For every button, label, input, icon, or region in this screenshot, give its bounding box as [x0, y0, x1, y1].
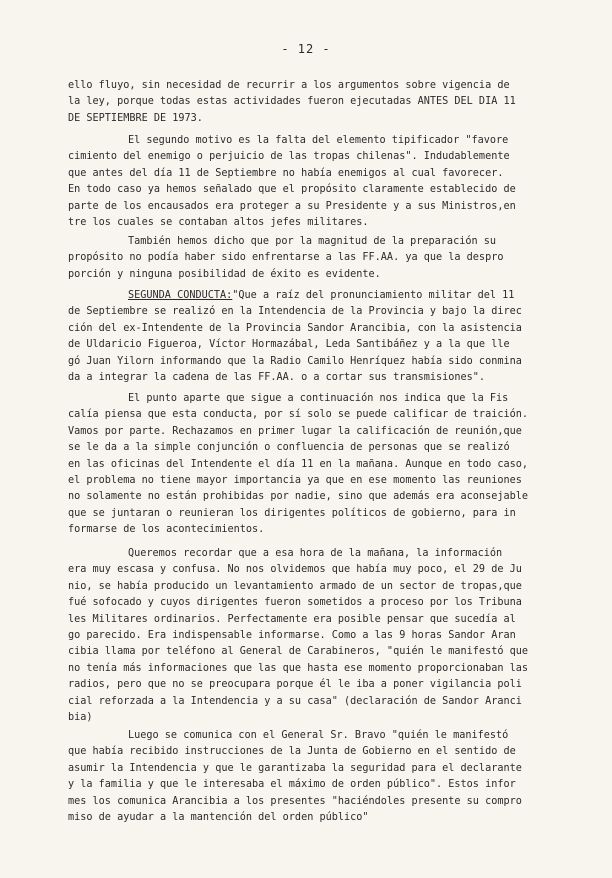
paragraph-4	[68, 288, 550, 386]
paragraph-line: radios, pero que no se preocupara porque él le iba a poner vigilancia poli	[68, 679, 522, 691]
paragraph-line: cimiento del enemigo o perjuicio de las tropas chilenas". Indudablemente	[68, 151, 510, 163]
paragraph-line: y la familia y que le interesaba el máximo de orden público". Estos infor	[68, 779, 516, 791]
paragraph-line: era muy escasa y confusa. No nos olvidemos que había muy poco, el 29 de Ju	[68, 564, 522, 576]
paragraph-line: nio, se había producido un levantamiento armado de un sector de tropas,que	[68, 580, 522, 592]
paragraph-line: También hemos dicho que por la magnitud de la preparación su	[128, 236, 497, 247]
paragraph-line: que se juntaran o reunieran los dirigentes políticos de gobierno, para in	[68, 507, 516, 519]
paragraph-line: ción del ex-Intendente de la Provincia Sandor Arancibia, con la asistencia	[68, 322, 522, 334]
paragraph-line: fué sofocado y cuyos dirigentes fueron sometidos a proceso por los Tribuna	[68, 597, 522, 609]
paragraph-line: gó Juan Yilorn informando que la Radio Camilo Henríquez había sido conmina	[68, 355, 522, 367]
paragraph-line: da a integrar la cadena de las FF.AA. o a cortar sus transmisiones".	[68, 371, 486, 383]
paragraph-line: tre los cuales se contaban altos jefes militares.	[68, 216, 369, 228]
paragraph-1	[68, 78, 550, 127]
paragraph-line: miso de ayudar a la mantención del orden público"	[68, 811, 369, 823]
paragraph-line: Vamos por parte. Rechazamos en primer lugar la calificación de reunión,que	[68, 425, 522, 437]
page-number: - 12 -	[281, 42, 331, 56]
paragraph-line: Luego se comunica con el General Sr. Bravo "quién le manifestó	[128, 730, 509, 741]
paragraph-line: asumir la Intendencia y que le garantizaba la seguridad para el declarante	[68, 762, 522, 774]
paragraph-line: no solamente no están prohibidas por nadie, sino que además era aconsejable	[68, 491, 529, 503]
paragraph-line: mes los comunica Arancibia a los presentes "haciéndoles presente su compro	[68, 795, 522, 807]
section-heading: SEGUNDA CONDUCTA:	[128, 290, 233, 301]
paragraph-line: les Militares ordinarios. Perfectamente era posible pensar que sucedía al	[68, 613, 516, 625]
paragraph-6	[68, 546, 550, 726]
paragraph-line: que antes del día 11 de Septiembre no había enemigos al cual favorecer.	[68, 167, 504, 179]
paragraph-line: bia)	[68, 711, 93, 723]
paragraph-line: que había recibido instrucciones de la Junta de Gobierno en el sentido de	[68, 746, 516, 758]
paragraph-line: no tenía más informaciones que las que hasta ese momento proporcionaban las	[68, 662, 529, 674]
paragraph-7	[68, 728, 550, 826]
paragraph-line: el problema no tiene mayor importancia ya que en ese momento las reuniones	[68, 474, 522, 486]
paragraph-line: El segundo motivo es la falta del elemento tipificador "favore	[128, 135, 509, 146]
paragraph-line-first	[68, 288, 550, 304]
paragraph-3	[68, 234, 550, 283]
paragraph-5	[68, 391, 550, 539]
paragraph-line: de Uldaricio Figueroa, Víctor Hormazábal, Leda Santibáñez y a la que lle	[68, 339, 510, 351]
paragraph-2	[68, 133, 550, 231]
paragraph-line: ello fluyo, sin necesidad de recurrir a los argumentos sobre vigencia de	[68, 80, 510, 91]
paragraph-line: porción y ninguna posibilidad de éxito es evidente.	[68, 268, 381, 280]
paragraph-line: en las oficinas del Intendente el día 11 en la mañana. Aunque en todo caso,	[68, 458, 529, 470]
paragraph-line: la ley, porque todas estas actividades fueron ejecutadas ANTES DEL DIA 11	[68, 96, 516, 108]
paragraph-line: formarse de los acontecimientos.	[68, 524, 265, 536]
paragraph-line-text: "Que a raíz del pronunciamiento militar del 11	[232, 290, 515, 301]
paragraph-line: cial reforzada a la Intendencia y a su casa" (declaración de Sandor Aranci	[68, 695, 522, 707]
paragraph-line: se le da a la simple conjunción o confluencia de personas que se realizó	[68, 442, 510, 454]
paragraph-line: parte de los encausados era proteger a su Presidente y a sus Ministros,en	[68, 200, 516, 212]
paragraph-line: propósito no podía haber sido enfrentarse a las FF.AA. ya que la despro	[68, 252, 504, 264]
paragraph-line: El punto aparte que sigue a continuación nos indica que la Fis	[128, 393, 509, 404]
paragraph-line: En todo caso ya hemos señalado que el propósito claramente establecido de	[68, 184, 516, 196]
paragraph-line: Queremos recordar que a esa hora de la mañana, la información	[128, 548, 503, 559]
paragraph-line: calía piensa que esta conducta, por sí solo se puede calificar de traición.	[68, 409, 529, 421]
paragraph-line: cibia llama por teléfono al General de Carabineros, "quién le manifestó que	[68, 646, 529, 658]
paragraph-line: DE SEPTIEMBRE DE 1973.	[68, 112, 203, 124]
paragraph-line: go parecido. Era indispensable informarse. Como a las 9 horas Sandor Aran	[68, 629, 516, 641]
paragraph-line: de Septiembre se realizó en la Intendencia de la Provincia y bajo la direc	[68, 306, 522, 318]
